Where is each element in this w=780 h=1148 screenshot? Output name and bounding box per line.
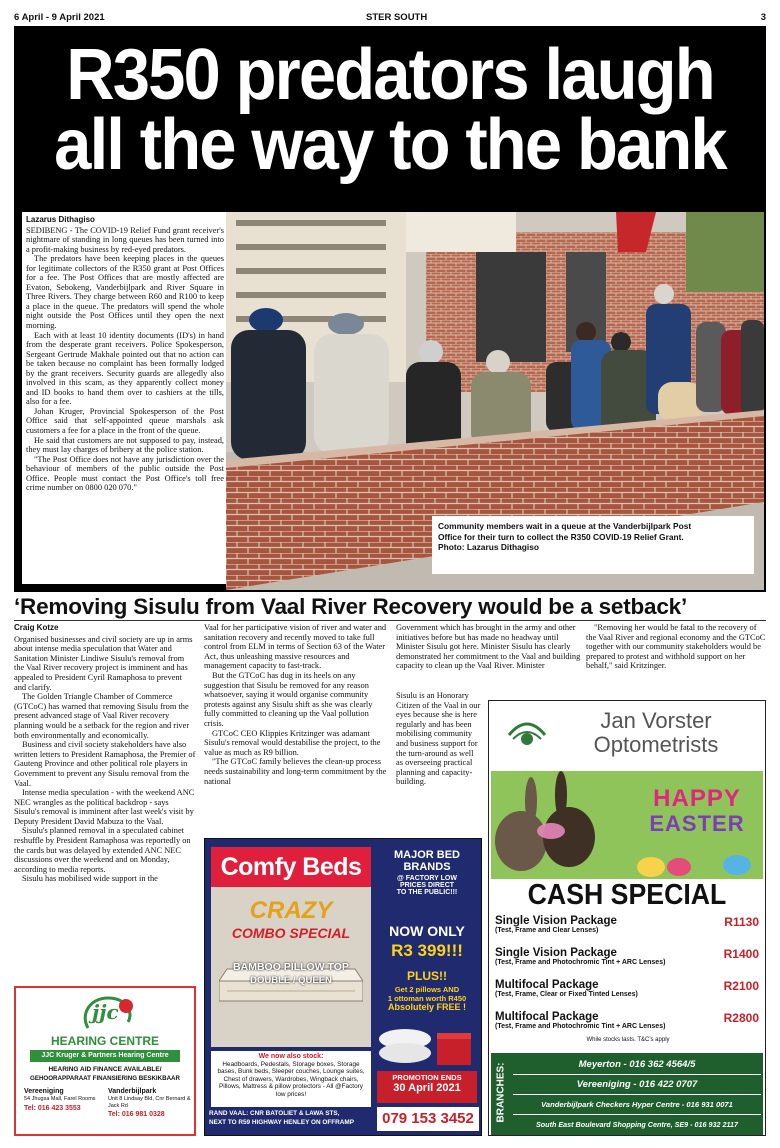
page-header: [14, 10, 766, 24]
paragraph: Vaal for her participative vision of river and water and sanitation recovery and recently moved to take full control from ELM in terms of Section 63 of the Water Act, thus unleashing massive resources and management capacity to fast-track.: [204, 623, 387, 671]
name-line-2: Optometrists: [593, 732, 719, 757]
major-line: BRANDS: [403, 861, 451, 873]
pillow-top-label: BAMBOO PILLOW TOP: [233, 961, 349, 973]
package-detail: (Test, Frame and Photochromic Tint + ARC Lenses): [495, 1023, 666, 1030]
address-line: NEXT TO R59 HIGHWAY HENLEY ON OFFRAMP: [209, 1119, 354, 1126]
easter-text: EASTER: [649, 811, 745, 836]
package-detail: (Test, Frame and Photochromic Tint + ARC Lenses): [495, 959, 666, 966]
story-column-3-narrow: [396, 691, 482, 834]
eye-icon: [507, 713, 547, 753]
lead-headline: [40, 35, 739, 185]
paragraph: Johan Kruger, Provincial Spokesperson of the Post Office said that self-appointed queue marshals ask customers a fee for a place in the front of the queue.: [26, 406, 224, 436]
caption-line: Office for their turn to collect the R350 COVID-19 Relief Grant.: [438, 531, 684, 542]
vanderbijlpark-branch: [108, 1088, 192, 1119]
headline-line-1: R350 predators laugh: [66, 35, 714, 115]
partners-banner: JJC Kruger & Partners Hearing Centre: [30, 1050, 180, 1062]
hearing-centre-ad[interactable]: [14, 986, 196, 1136]
paragraph: "The Post Office does not have any jurisdiction over the behaviour of members of the public outside the Post Office. People must contact the Post Office's toll free crime number on 0800 020 070.": [26, 454, 224, 493]
stock-note: While stocks lasts. T&C's apply: [586, 1037, 670, 1043]
photo-caption: [432, 516, 754, 574]
branch-south-east-boulevard[interactable]: South East Boulevard Shopping Centre, SE9 - 016 932 2117: [536, 1120, 738, 1129]
brands-block: [375, 849, 479, 896]
branches-label: BRANCHES:: [495, 1062, 507, 1123]
ottoman-icon: [377, 1019, 477, 1069]
lead-story: [14, 26, 766, 592]
package-price: R2100: [723, 979, 759, 993]
pillows-ottoman-illustration: [377, 1019, 477, 1069]
eye-logo: [507, 713, 547, 753]
branch-address: Unit 8 Lindsay Bld, Cnr Bernard & Jack Rd: [108, 1096, 191, 1109]
jjc-logo: [78, 994, 138, 1032]
package-price: R1400: [723, 947, 759, 961]
branch-address: 54 Jhugsa Mall, Farel Rooms: [24, 1096, 96, 1102]
paper-name: STER SOUTH: [366, 12, 428, 23]
package-price: R1130: [724, 915, 759, 929]
comfy-beds-ad[interactable]: [204, 838, 482, 1136]
package-row: [495, 915, 761, 947]
package-detail: (Test, Frame and Clear Lenses): [495, 927, 599, 934]
logo-text: jjc: [92, 1000, 119, 1024]
byline: Lazarus Dithagiso: [26, 215, 95, 224]
vereeniging-branch: [24, 1088, 104, 1113]
branch-vereeniging[interactable]: Vereeniging - 016 422 0707: [513, 1075, 761, 1095]
paragraph: "The GTCoC family believes the clean-up process needs sustainability and long-term commitment by the national: [204, 757, 387, 786]
beds-phone[interactable]: 079 153 3452: [377, 1107, 479, 1131]
second-headline: ‘Removing Sisulu from Vaal River Recovery would be a setback’: [14, 594, 688, 619]
paragraph: Each with at least 10 identity documents (ID's) in hand from the desperate grant receivers. Police Spokesperson, Sergeant Gertrude Makhale pointed out that no action can be taken because no complaint has been formally lodged by the grant receivers. Security guards are allegedly also involved in this scam, as they apparently collect money and ID books to hand them over to cashiers at the tills, also for a fee.: [26, 330, 224, 407]
optometrist-name: [551, 709, 761, 757]
paragraph: Business and civil society stakeholders have also written letters to President Ramaphosa, the Premier of Gauteng Province and other political role players in Government to prevent any Sisulu removal from the Vaal.: [14, 740, 196, 788]
caption-line: Community members wait in a queue at the Vanderbijlpark Post: [438, 521, 692, 531]
paragraph: Government which has brought in the army and other initiatives before but has made no headway until Minister Sisulu got here. Minister Sisulu has clearly demonstrated her commitment to the Vaal and building capacity to clean up the Vaal River. Minister: [396, 623, 581, 671]
paragraph: "Removing her would be fatal to the recovery of the Vaal River and regional economy and the GTCoC together with our community stakeholders would be prepared to protest and withhold support on her behalf," said Kritzinger.: [586, 623, 766, 671]
photo-credit: Photo: Lazarus Dithagiso: [438, 542, 539, 552]
name-line-1: Jan Vorster: [600, 708, 712, 733]
story-column-2: [204, 623, 387, 829]
package-title: Single Vision Package: [495, 915, 617, 927]
factory-line: @ FACTORY LOW: [397, 875, 457, 882]
stock-list: Headboards, Pedestals, Storage boxes, Storage bases, Bunk beds, Sleeper couches, Lounge suites, Chest of drawers, Wardrobes, Wingback chairs, Pillows, Mattress & pillow protectors - All @Factory low prices!: [217, 1060, 365, 1098]
hearing-centre-name: HEARING CENTRE: [50, 1034, 159, 1048]
branch-town: Vereeniging: [24, 1088, 64, 1095]
branch-meyerton[interactable]: Meyerton - 016 362 4564/5: [513, 1055, 761, 1075]
paragraph: Sisulu has mobilised wide support in the: [22, 874, 158, 884]
paragraph: Intense media speculation - with the weekend ANC NEC wrangles as the political backdrop - says Sisulu's removal is imminent after last week's visit by Deputy President David Mabuza to the Vaal.: [14, 788, 195, 826]
paragraph: Sisulu's planned removal in a speculated cabinet reshuffle by President Ramaphosa was reportedly on the cards but was delayed by extended ANC NEC discussions over the weekend and on Monday, according to media reports.: [14, 826, 191, 874]
combo-text: COMBO SPECIAL: [231, 925, 351, 941]
promotion-box: [377, 1071, 477, 1103]
paragraph: SEDIBENG - The COVID-19 Relief Fund grant receiver's nightmare of standing in long queues has been turned into a profit-making business by red-eyed predators.: [26, 225, 224, 254]
major-line: MAJOR BED: [393, 849, 460, 861]
finance-line-1: HEARING AID FINANCE AVAILABLE/: [48, 1066, 162, 1073]
headline-line-2: all the way to the bank: [54, 105, 726, 185]
crazy-text: CRAZY: [249, 897, 333, 924]
factory-line: PRICES DIRECT: [399, 882, 455, 889]
package-title: Multifocal Package: [495, 979, 599, 991]
gift-line: Get 2 pillows AND: [394, 985, 460, 994]
package-row: [495, 979, 761, 1011]
easter-banner: [491, 771, 763, 879]
issue-date: 6 April - 9 April 2021: [14, 12, 105, 23]
happy-text: HAPPY: [653, 785, 741, 812]
package-title: Single Vision Package: [495, 947, 617, 959]
paragraph: But the GTCoC has dug in its heels on any suggestion that Sisulu be removed for any reason whatsoever, saying it would organise community protests against any Sisulu shift as she was clearly fully committed to cleaning up the Vaal pollution crisis.: [204, 670, 373, 728]
promo-date: 30 April 2021: [393, 1082, 461, 1094]
size-label: DOUBLE / QUEEN: [250, 975, 332, 986]
free-gift-block: [375, 985, 479, 1012]
gift-line: 1 ottoman worth R450: [387, 994, 467, 1003]
promo-line: PROMOTION ENDS: [392, 1073, 462, 1082]
package-title: Multifocal Package: [495, 1011, 599, 1023]
package-row: [495, 947, 761, 979]
story-column-1: [14, 623, 196, 981]
lead-story-text: [22, 212, 228, 584]
story-column-3: [396, 623, 584, 691]
page-number: 3: [760, 12, 766, 23]
paragraph: Sisulu is an Honorary Citizen of the Vaal in our eyes because she is here regularly and has been mobilising community and business support for the turn-around as well as overseeing practical planning and capacity-building.: [396, 691, 481, 787]
package-detail: (Test, Frame, Clear or Fixed Tinted Lenses): [495, 991, 638, 998]
combo-price: R3 399!!!: [391, 941, 463, 960]
paragraph: He said that customers are not supposed to pay, instead, they must lay charges of bribery at the police station.: [26, 435, 224, 455]
stock-title: We now also stock:: [258, 1053, 324, 1060]
brand-banner: Comfy Beds: [211, 847, 371, 887]
branch-phone[interactable]: Tel: 016 981 0328: [108, 1111, 165, 1118]
gift-line: Absolutely FREE !: [387, 1002, 466, 1012]
finance-line-2: GEHOORAPPARAAT FINANSIERING BESKIKBAAR: [30, 1075, 180, 1082]
package-row: [495, 1011, 761, 1037]
branch-vanderbijlpark[interactable]: Vanderbijlpark Checkers Hyper Centre - 016 931 0071: [513, 1095, 761, 1115]
paragraph: Organised businesses and civil society are up in arms about intense media speculation that Water and Sanitation Minister Lindiwe Sisulu's removal from the Vaal River recovery project is imminent and has appealed to President Cyril Ramaphosa to prevent and clarify.: [14, 634, 193, 692]
plus-label: PLUS!!: [407, 969, 447, 983]
cash-special-heading: CASH SPECIAL: [527, 879, 727, 911]
factory-line: TO THE PUBLIC!!!: [396, 889, 458, 896]
optometrist-ad[interactable]: [488, 700, 766, 1136]
queue-photo: [226, 212, 764, 590]
branch-town: Vanderbijlpark: [108, 1088, 157, 1095]
package-list: [495, 915, 761, 1043]
paragraph: The Golden Triangle Chamber of Commerce (GTCoC) has warned that removing Sisulu from the present advanced stage of Vaal River recovery planning would be a setback for the region and river both environmentally and economically.: [14, 692, 190, 740]
store-address: [209, 1109, 377, 1127]
story-column-4: [586, 623, 766, 689]
divider: [14, 620, 766, 621]
branch-phone[interactable]: Tel: 016 423 3553: [24, 1104, 81, 1112]
branches-block: [491, 1053, 763, 1135]
stock-box: [211, 1051, 371, 1107]
package-price: R2800: [723, 1011, 759, 1025]
now-only-label: NOW ONLY: [389, 923, 465, 939]
paragraph: GTCoC CEO Klippies Kritzinger was adamant Sisulu's removal would destabilise the project, to the value as much as R9 billion.: [204, 728, 381, 757]
branch-list: [513, 1055, 761, 1134]
address-line: RAND VAAL: CNR BATOLIET & LAWA STS,: [209, 1110, 340, 1117]
byline: Craig Kotze: [14, 623, 59, 632]
paragraph: The predators have been keeping places in the queues for legitimate collectors of the R350 grant at Post Offices for a fee. The Post Offices that are mostly affected are Evaton, Sebokeng, Vanderbijlpark and River Square in Three Rivers. They charge between R60 and R100 to keep a place in the queue. The predators will spend the whole night outside the Post Offices until they open the next morning.: [26, 254, 224, 331]
